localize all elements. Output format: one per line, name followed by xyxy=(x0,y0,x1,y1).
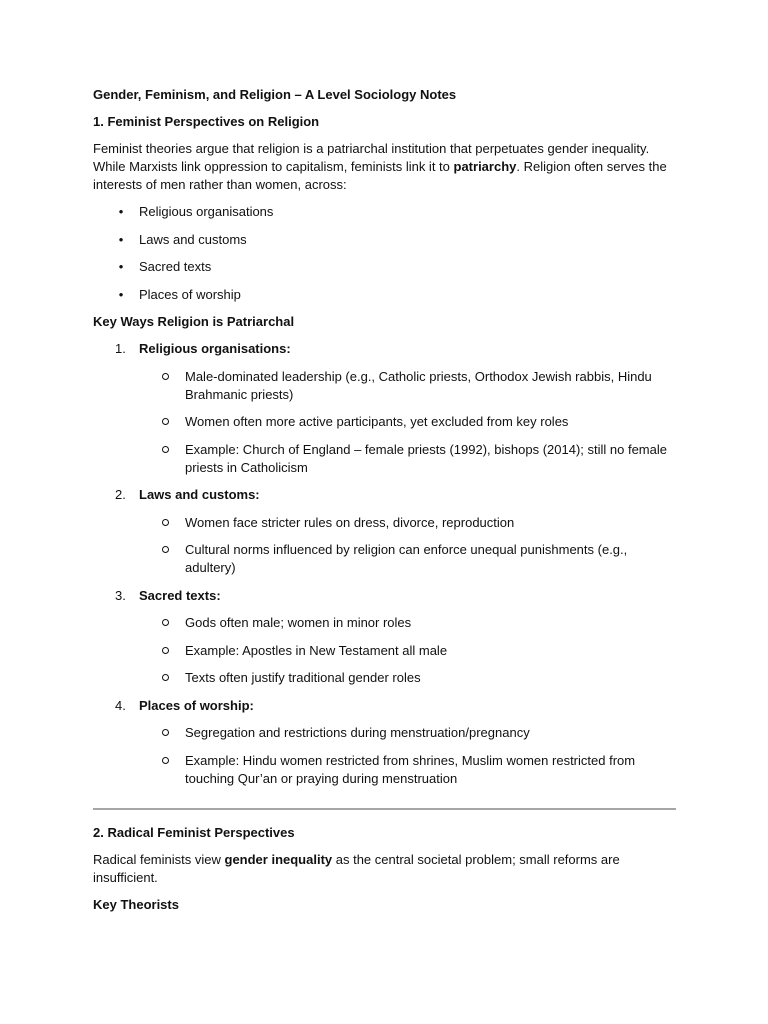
list-item xyxy=(93,231,676,249)
hollow-bullet-icon xyxy=(162,418,169,425)
sub-list-item xyxy=(139,514,676,532)
section1-intro-bold: patriarchy xyxy=(453,159,517,174)
list-item-text: Laws and customs xyxy=(139,231,247,247)
sub-item-text: Texts often justify traditional gender roles xyxy=(185,670,421,685)
section2-intro-text-1: Radical feminists view xyxy=(93,851,225,867)
section2-intro xyxy=(93,851,676,887)
bullet-icon: • xyxy=(118,204,124,219)
section-divider xyxy=(93,808,676,810)
document-page xyxy=(93,86,676,923)
sub-list xyxy=(139,724,676,788)
list-item-text: Places of worship xyxy=(139,286,241,302)
item-number: 2. xyxy=(115,487,126,502)
hollow-bullet-icon xyxy=(162,619,169,626)
hollow-bullet-icon xyxy=(162,729,169,736)
sub-list-item xyxy=(139,752,676,788)
sub-list-item xyxy=(139,614,676,632)
sub-list-item xyxy=(139,368,676,404)
numbered-item xyxy=(93,340,676,477)
sub-list-item xyxy=(139,441,676,477)
sub-list-item xyxy=(139,724,676,742)
sub-list-item xyxy=(139,541,676,577)
hollow-bullet-icon xyxy=(162,647,169,654)
item-title: Places of worship: xyxy=(139,697,254,713)
hollow-bullet-icon xyxy=(162,674,169,681)
item-number: 3. xyxy=(115,587,126,603)
hollow-bullet-icon xyxy=(162,757,169,764)
item-number: 4. xyxy=(115,697,126,713)
sub-list xyxy=(139,514,676,578)
numbered-item xyxy=(93,486,676,577)
sub-list-item xyxy=(139,642,676,660)
sub-item-text: Cultural norms influenced by religion can enforce unequal punishments (e.g., adultery) xyxy=(185,542,628,575)
sub-item-text: Segregation and restrictions during menstruation/pregnancy xyxy=(185,725,530,740)
list-item-text: Sacred texts xyxy=(139,259,212,274)
section2-heading: 2. Radical Feminist Perspectives xyxy=(93,824,295,840)
sub-item-text: Male-dominated leadership (e.g., Catholic priests, Orthodox Jewish rabbis, Hindu Brahmanic priests) xyxy=(185,368,652,402)
sub-list-item xyxy=(139,413,676,431)
sub-item-text: Example: Apostles in New Testament all male xyxy=(185,642,448,658)
key-ways-list xyxy=(93,340,676,788)
section1-intro-text-1: Feminist theories argue that religion is a patriarchal institution that perpetuates gender inequality. While Marxists link oppression to capitalism, feminists link it to xyxy=(93,141,650,174)
hollow-bullet-icon xyxy=(162,519,169,526)
section1-heading: 1. Feminist Perspectives on Religion xyxy=(93,114,320,129)
sub-item-text: Women face stricter rules on dress, divorce, reproduction xyxy=(185,514,515,530)
sub-item-text: Gods often male; women in minor roles xyxy=(185,615,412,630)
sub-list-item xyxy=(139,669,676,687)
item-title: Laws and customs: xyxy=(139,487,260,502)
list-item-text: Religious organisations xyxy=(139,204,274,219)
list-item xyxy=(93,203,676,221)
key-ways-subheading: Key Ways Religion is Patriarchal xyxy=(93,314,295,329)
bullet-icon: • xyxy=(118,259,124,274)
sub-item-text: Example: Church of England – female priests (1992), bishops (2014); still no female priests in Catholicism xyxy=(185,441,667,475)
numbered-item xyxy=(93,587,676,688)
section1-intro xyxy=(93,140,676,194)
item-title: Religious organisations: xyxy=(139,341,291,356)
section1-intro-text-2: . Religion often serves the interests of men rather than women, across: xyxy=(93,159,667,192)
item-number: 1. xyxy=(115,341,126,356)
list-item xyxy=(93,258,676,276)
bullet-icon: • xyxy=(118,231,124,247)
numbered-item xyxy=(93,697,676,788)
hollow-bullet-icon xyxy=(162,446,169,453)
patriarchy-areas-list xyxy=(93,203,676,304)
sub-item-text: Women often more active participants, yet excluded from key roles xyxy=(185,414,569,429)
sub-list xyxy=(139,614,676,687)
section2-intro-text-2: as the central societal problem; small reforms are insufficient. xyxy=(93,851,620,885)
key-theorists-subheading: Key Theorists xyxy=(93,896,179,912)
bullet-icon: • xyxy=(118,286,124,302)
section2-intro-bold: gender inequality xyxy=(224,851,333,867)
hollow-bullet-icon xyxy=(162,373,169,380)
hollow-bullet-icon xyxy=(162,546,169,553)
document-title: Gender, Feminism, and Religion – A Level Sociology Notes xyxy=(93,87,457,102)
item-title: Sacred texts: xyxy=(139,587,221,603)
sub-item-text: Example: Hindu women restricted from shrines, Muslim women restricted from touching Qur’an or praying during menstruation xyxy=(185,752,636,786)
sub-list xyxy=(139,368,676,477)
list-item xyxy=(93,286,676,304)
